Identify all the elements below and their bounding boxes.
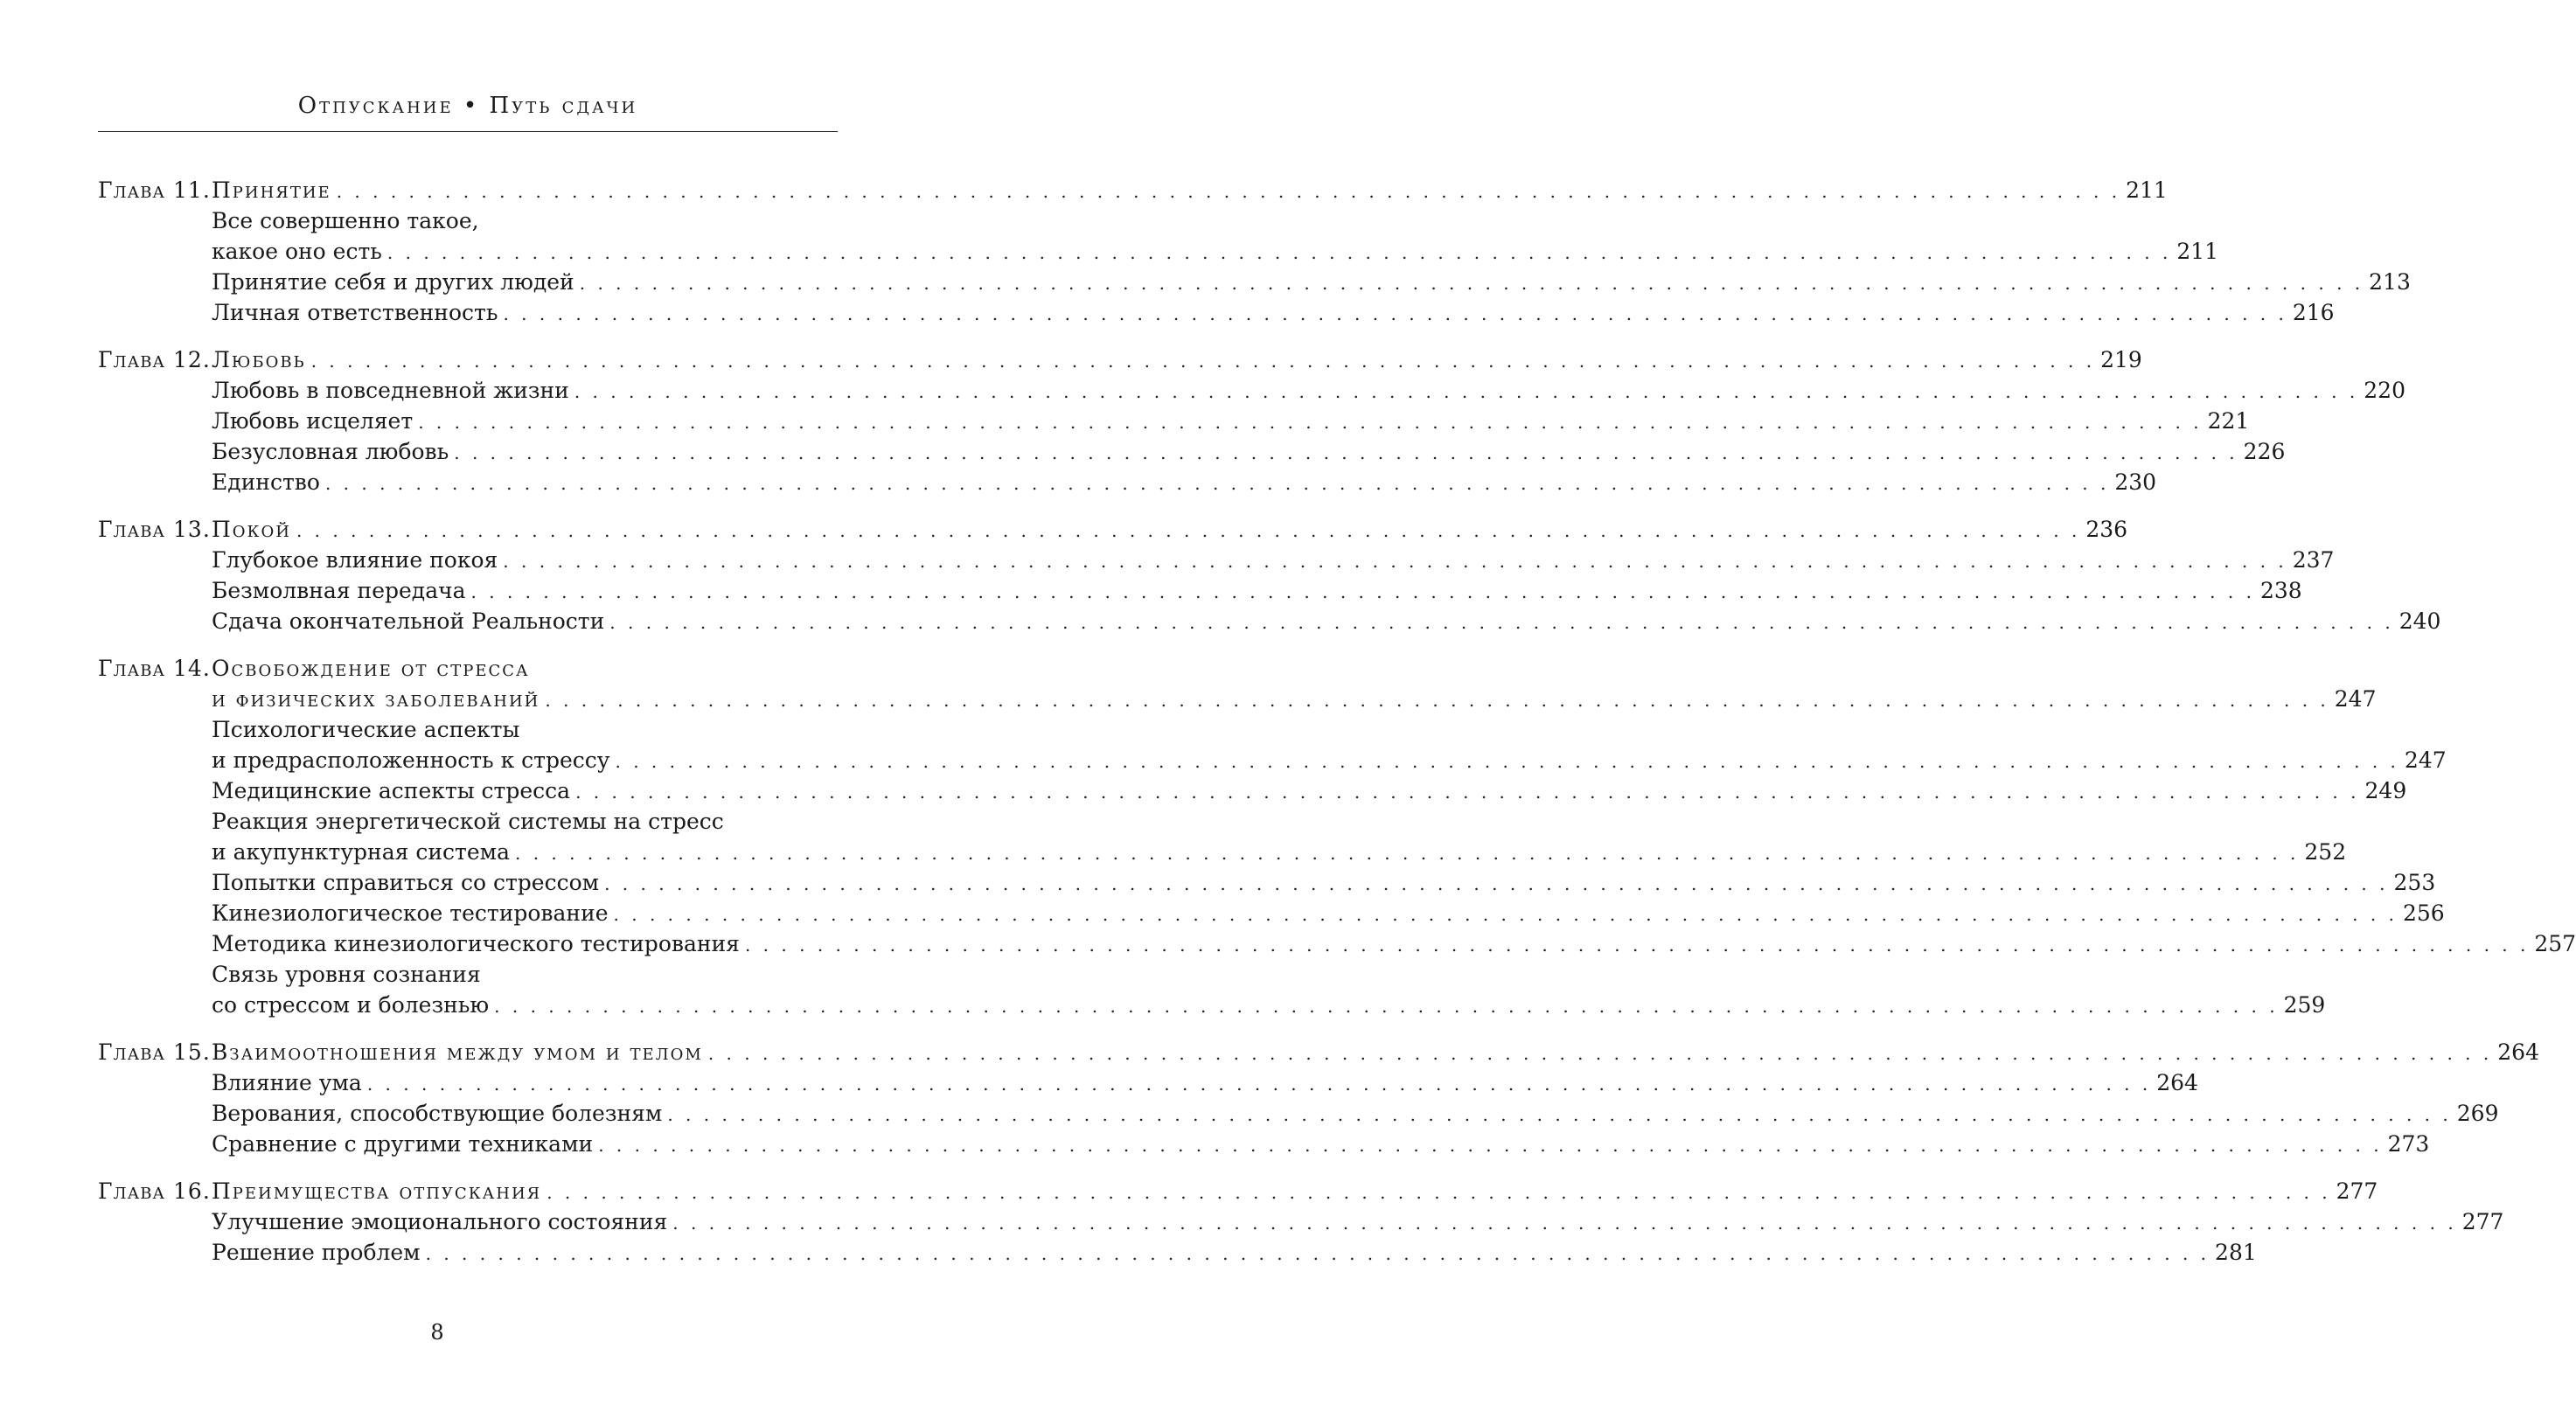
chapter-label: Глава 13. — [98, 517, 211, 542]
section-title: Методика кинезиологического тестирования — [212, 931, 740, 956]
page-ref: 237 — [2292, 547, 2335, 573]
dot-leader — [574, 377, 2358, 407]
chapter-title: Принятие — [212, 177, 331, 203]
toc-line — [98, 806, 838, 837]
chapter-block — [98, 1176, 2504, 1268]
dot-leader — [580, 268, 2364, 299]
page-ref: 220 — [2364, 378, 2405, 403]
chapter-block — [98, 344, 2405, 497]
page-ref: 230 — [2114, 469, 2157, 495]
dot-leader — [471, 577, 2255, 608]
section-title: какое оно есть — [212, 239, 382, 264]
page-ref: 247 — [2404, 747, 2447, 773]
toc-line — [98, 175, 2168, 205]
chapter-block — [98, 514, 2441, 636]
section-title: Любовь в повседневной жизни — [212, 378, 569, 403]
dot-leader — [367, 1069, 2151, 1100]
dot-leader — [337, 177, 2120, 207]
section-title: Верования, способствующие болезням — [212, 1101, 663, 1126]
chapter-block — [98, 175, 2411, 328]
section-title: и акупунктурная система — [212, 839, 510, 865]
page-number: 8 — [430, 1320, 444, 1345]
section-title: Сдача окончательной Реальности — [212, 608, 605, 634]
page-ref: 277 — [2461, 1209, 2504, 1234]
page-ref: 264 — [2497, 1039, 2539, 1065]
page-ref: 257 — [2534, 931, 2576, 956]
toc-line — [98, 1176, 2378, 1206]
toc-line — [98, 1129, 2430, 1159]
section-title: Попытки справиться со стрессом — [212, 870, 600, 895]
dot-leader — [503, 299, 2287, 330]
chapter-label: Глава 14. — [98, 656, 211, 681]
chapter-title: Любовь — [212, 347, 306, 372]
dot-leader — [325, 469, 2109, 499]
toc-line — [98, 928, 2576, 959]
dot-leader — [454, 438, 2238, 469]
toc-line — [98, 684, 2377, 714]
page-ref: 277 — [2336, 1178, 2378, 1204]
page-ref: 249 — [2364, 778, 2407, 803]
chapter-block — [98, 653, 2576, 1020]
page-ref: 259 — [2283, 992, 2326, 1018]
dot-leader — [575, 777, 2359, 808]
page-ref: 213 — [2369, 269, 2411, 295]
toc-line — [98, 1037, 2539, 1067]
page-ref: 236 — [2085, 517, 2128, 542]
page-ref: 226 — [2243, 439, 2286, 464]
toc-line — [98, 837, 2347, 867]
toc-line — [98, 1206, 2504, 1237]
chapter-label: Глава 16. — [98, 1178, 211, 1204]
chapter-label: Глава 12. — [98, 347, 211, 372]
dot-leader — [614, 900, 2398, 930]
toc-line — [98, 1067, 2198, 1098]
toc-line — [98, 745, 2447, 775]
section-title: и предрасположенность к стрессу — [212, 747, 610, 773]
toc-line — [98, 436, 2286, 467]
section-title: Личная ответственность — [212, 300, 498, 325]
toc-line — [98, 267, 2411, 297]
toc-line — [98, 898, 2445, 928]
toc-line — [98, 545, 2335, 575]
toc-line — [98, 375, 2405, 406]
chapter-title: Взаимоотношения между умом и телом — [212, 1039, 703, 1065]
section-title: Безусловная любовь — [212, 439, 449, 464]
dot-leader — [547, 1178, 2330, 1208]
page-ref: 256 — [2402, 900, 2445, 926]
page-ref: 238 — [2259, 578, 2302, 603]
dot-leader — [672, 1208, 2456, 1239]
running-header: Отпускание • Путь сдачи — [297, 93, 638, 119]
toc-line — [98, 575, 2302, 606]
toc-line — [98, 606, 2441, 636]
dot-leader — [503, 546, 2287, 577]
toc-line — [98, 205, 838, 236]
page-ref: 264 — [2156, 1070, 2198, 1095]
table-of-contents — [98, 175, 2576, 1284]
chapter-label: Глава 11. — [98, 177, 211, 203]
toc-line — [98, 236, 2219, 267]
toc-line — [98, 990, 2326, 1020]
dot-leader — [311, 346, 2095, 377]
section-title: Принятие себя и других людей — [212, 269, 574, 295]
page-ref: 273 — [2387, 1131, 2430, 1157]
dot-leader — [418, 407, 2202, 438]
page-ref: 281 — [2215, 1240, 2257, 1265]
section-title: Реакция энергетической системы на стресс — [212, 809, 724, 834]
dot-leader — [745, 930, 2529, 961]
section-title: Медицинские аспекты стресса — [212, 778, 571, 803]
dot-leader — [494, 991, 2278, 1022]
dot-leader — [604, 869, 2388, 900]
section-title: Решение проблем — [212, 1240, 421, 1265]
page-ref: 211 — [2126, 177, 2168, 203]
dot-leader — [667, 1100, 2451, 1130]
section-title: Кинезиологическое тестирование — [212, 900, 609, 926]
dot-leader — [515, 838, 2299, 869]
chapter-block — [98, 1037, 2539, 1159]
chapter-title: Покой — [212, 517, 291, 542]
chapter-label: Глава 15. — [98, 1039, 211, 1065]
dot-leader — [296, 516, 2080, 546]
section-title: Глубокое влияние покоя — [212, 547, 498, 573]
section-title: Сравнение с другими техниками — [212, 1131, 594, 1157]
section-title: Улучшение эмоционального состояния — [212, 1209, 668, 1234]
page-ref: 219 — [2100, 347, 2142, 372]
section-title: Влияние ума — [212, 1070, 362, 1095]
toc-line — [98, 514, 2128, 545]
page-ref: 269 — [2456, 1101, 2499, 1126]
dot-leader — [545, 685, 2329, 716]
page-ref: 211 — [2176, 239, 2219, 264]
chapter-title: Освобождение от стресса — [212, 656, 530, 681]
toc-line — [98, 297, 2335, 328]
toc-line — [98, 714, 838, 745]
chapter-title: и физических заболеваний — [212, 686, 540, 712]
page-ref: 252 — [2304, 839, 2347, 865]
page-ref: 240 — [2398, 608, 2441, 634]
page-ref: 247 — [2334, 686, 2377, 712]
page-ref: 216 — [2292, 300, 2335, 325]
dot-leader — [609, 608, 2393, 638]
section-title: Все совершенно такое, — [212, 208, 479, 233]
toc-line — [98, 775, 2407, 806]
toc-line — [98, 467, 2157, 497]
dot-leader — [708, 1039, 2492, 1069]
section-title: Связь уровня сознания — [212, 962, 481, 987]
dot-leader — [616, 747, 2399, 777]
toc-line — [98, 867, 2436, 898]
page-ref: 221 — [2207, 408, 2250, 434]
section-title: Безмолвная передача — [212, 578, 466, 603]
section-title: со стрессом и болезнью — [212, 992, 490, 1018]
header-rule — [98, 131, 838, 132]
section-title: Психологические аспекты — [212, 717, 520, 742]
section-title: Единство — [212, 469, 320, 495]
page-ref: 253 — [2393, 870, 2436, 895]
toc-line — [98, 344, 2142, 375]
dot-leader — [598, 1130, 2382, 1161]
dot-leader — [426, 1239, 2210, 1269]
toc-line — [98, 653, 838, 684]
toc-line — [98, 1237, 2257, 1268]
toc-line — [98, 406, 2250, 436]
chapter-title: Преимущества отпускания — [212, 1178, 542, 1204]
toc-line — [98, 1098, 2499, 1129]
toc-line — [98, 959, 838, 990]
section-title: Любовь исцеляет — [212, 408, 414, 434]
dot-leader — [387, 238, 2171, 268]
